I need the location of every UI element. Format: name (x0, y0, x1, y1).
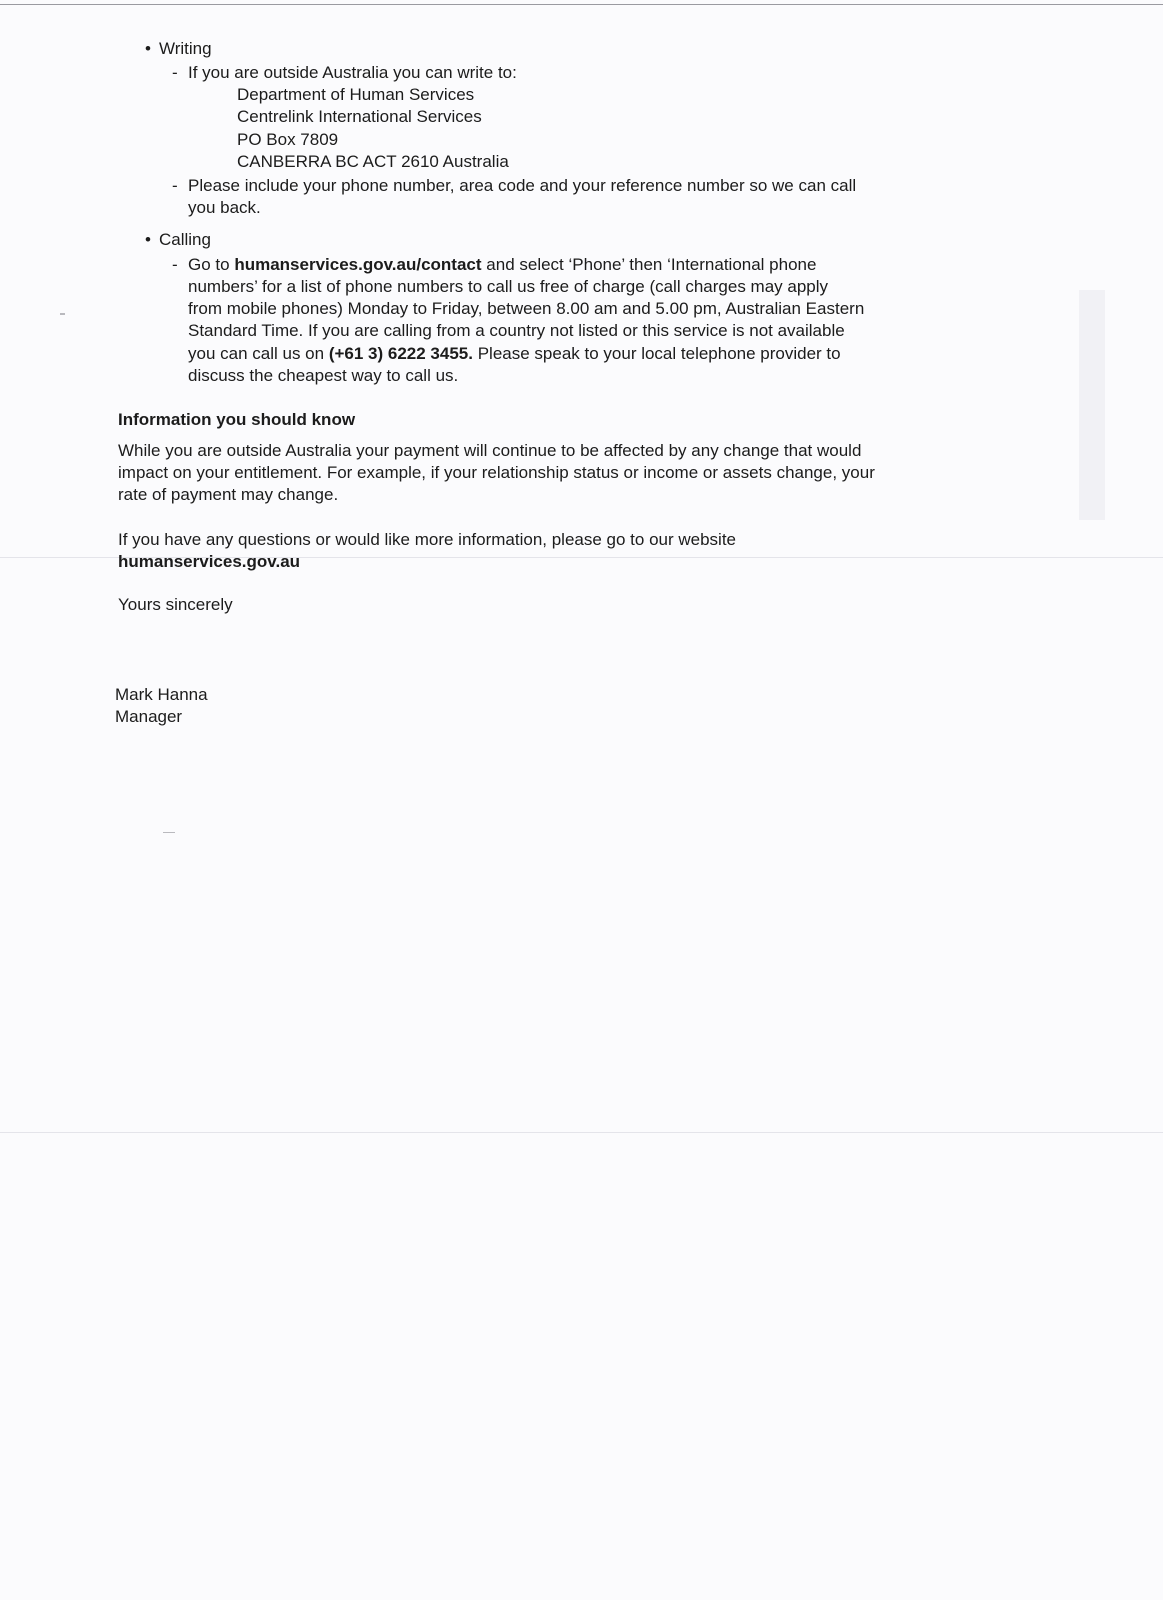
writing-line-1: If you are outside Australia you can write to: (188, 63, 517, 82)
calling-line-2: numbers’ for a list of phone numbers to call us free of charge (call charges may apply (188, 277, 829, 296)
address-line: Department of Human Services (237, 85, 475, 104)
questions-line: If you have any questions or would like more information, please go to our website (118, 530, 737, 549)
address-line: Centrelink International Services (237, 107, 482, 126)
calling-line-6: discuss the cheapest way to call us. (188, 366, 459, 385)
calling-line-5-pre: you can call us on (188, 344, 325, 363)
website-link[interactable]: humanservices.gov.au (118, 552, 301, 571)
sign-off: Yours sincerely (118, 595, 233, 614)
info-paragraph-line: rate of payment may change. (118, 485, 339, 504)
calling-line-5 (188, 343, 841, 365)
bullet-dot: • (145, 230, 151, 249)
calling-label: Calling (159, 230, 211, 249)
calling-line-5-post: Please speak to your local telephone provider to (477, 344, 841, 363)
writing-bullet (145, 38, 212, 60)
info-paragraph-line: impact on your entitlement. For example, if your relationship status or income or assets change, your (118, 463, 875, 482)
writing-line-2b: you back. (188, 198, 261, 217)
go-to-text: Go to (188, 255, 230, 274)
signatory-name: Mark Hanna (115, 685, 208, 704)
calling-bullet (145, 229, 211, 251)
address-line: CANBERRA BC ACT 2610 Australia (237, 152, 509, 171)
calling-line-1 (188, 254, 816, 276)
bullet-dot: • (145, 39, 151, 58)
dash-marker: - (172, 255, 178, 274)
address-line: PO Box 7809 (237, 130, 339, 149)
info-paragraph-line: While you are outside Australia your payment will continue to be affected by any change that would (118, 441, 862, 460)
phone-number: (+61 3) 6222 3455. (328, 344, 473, 363)
info-heading: Information you should know (118, 410, 356, 429)
dash-marker: - (172, 63, 178, 82)
signatory-title: Manager (115, 707, 183, 726)
writing-line-2a: Please include your phone number, area code and your reference number so we can call (188, 176, 857, 195)
calling-line-3: from mobile phones) Monday to Friday, between 8.00 am and 5.00 pm, Australian Eastern (188, 299, 865, 318)
writing-label: Writing (159, 39, 212, 58)
dash-marker: - (172, 176, 178, 195)
calling-line-1-rest: and select ‘Phone’ then ‘International phone (486, 255, 817, 274)
contact-url-link[interactable]: humanservices.gov.au/contact (234, 255, 482, 274)
calling-line-4: Standard Time. If you are calling from a country not listed or this service is not available (188, 321, 845, 340)
